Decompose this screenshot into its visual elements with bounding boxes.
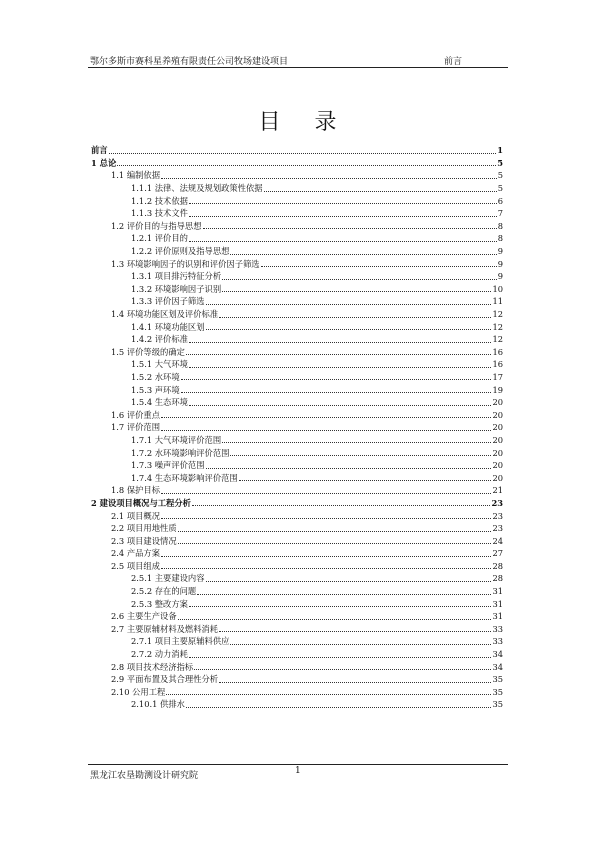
toc-entry-label: 1.7.1 大气环境评价范围 bbox=[131, 434, 222, 445]
toc-dot-leader bbox=[192, 505, 491, 506]
toc-dot-leader bbox=[206, 304, 492, 305]
toc-entry-page: 33 bbox=[492, 623, 503, 634]
toc-entry[interactable] bbox=[91, 597, 503, 610]
toc-entry-label: 1.7 评价范围 bbox=[111, 422, 161, 433]
toc-entry-page: 6 bbox=[497, 195, 503, 206]
toc-dot-leader bbox=[178, 543, 492, 544]
toc-entry-page: 35 bbox=[492, 674, 503, 685]
toc-entry[interactable] bbox=[91, 459, 503, 472]
toc-entry-page: 21 bbox=[492, 485, 503, 496]
header-section-name: 前言 bbox=[444, 57, 463, 67]
toc-dot-leader bbox=[189, 342, 492, 343]
header-project-name: 鄂尔多斯市赛科星养殖有限责任公司牧场建设项目 bbox=[90, 57, 289, 67]
toc-entry-label: 1.1.2 技术依据 bbox=[131, 195, 188, 206]
toc-dot-leader bbox=[206, 468, 492, 469]
toc-entry[interactable] bbox=[91, 446, 503, 459]
toc-entry-page: 33 bbox=[492, 636, 503, 647]
toc-entry[interactable] bbox=[91, 471, 503, 484]
toc-entry[interactable] bbox=[91, 257, 503, 270]
toc-entry-page: 9 bbox=[497, 246, 503, 257]
toc-dot-leader bbox=[206, 329, 492, 330]
toc-entry-page: 20 bbox=[492, 434, 503, 445]
toc-dot-leader bbox=[197, 594, 491, 595]
toc-entry[interactable] bbox=[91, 560, 503, 573]
toc-entry[interactable] bbox=[91, 396, 503, 409]
toc-entry-label: 2.4 产品方案 bbox=[111, 548, 161, 559]
toc-title: 目录 bbox=[258, 110, 371, 135]
toc-entry[interactable] bbox=[91, 534, 503, 547]
toc-entry-page: 12 bbox=[492, 334, 503, 345]
toc-entry-page: 24 bbox=[492, 535, 503, 546]
toc-dot-leader bbox=[219, 317, 491, 318]
toc-entry-label: 2 建设项目概况与工程分析 bbox=[91, 497, 191, 508]
toc-entry[interactable] bbox=[91, 283, 503, 296]
toc-entry-label: 1.2.2 评价原则及指导思想 bbox=[131, 246, 230, 257]
toc-entry-page: 7 bbox=[497, 208, 503, 219]
toc-dot-leader bbox=[161, 493, 491, 494]
toc-entry-page: 35 bbox=[492, 686, 503, 697]
toc-entry-page: 28 bbox=[492, 560, 503, 571]
toc-entry[interactable] bbox=[91, 572, 503, 585]
toc-entry-label: 2.7.2 动力消耗 bbox=[131, 649, 188, 660]
toc-entry[interactable] bbox=[91, 421, 503, 434]
toc-entry-label: 1.6 评价重点 bbox=[111, 409, 161, 420]
toc-entry-label: 2.1 项目概况 bbox=[111, 510, 161, 521]
toc-dot-leader bbox=[161, 556, 491, 557]
toc-entry-page: 5 bbox=[497, 157, 503, 168]
toc-dot-leader bbox=[189, 241, 497, 242]
toc-entry-page: 5 bbox=[497, 183, 503, 194]
toc-entry[interactable] bbox=[91, 144, 503, 157]
page-number: 1 bbox=[295, 766, 301, 776]
footer-divider bbox=[88, 764, 508, 765]
toc-entry[interactable] bbox=[91, 169, 503, 182]
toc-dot-leader bbox=[161, 430, 491, 431]
toc-entry-page: 31 bbox=[492, 586, 503, 597]
toc-dot-leader bbox=[230, 644, 491, 645]
toc-entry-page: 20 bbox=[492, 409, 503, 420]
toc-entry[interactable] bbox=[91, 660, 503, 673]
toc-entry[interactable] bbox=[91, 232, 503, 245]
toc-entry-page: 17 bbox=[492, 371, 503, 382]
toc-entry[interactable] bbox=[91, 585, 503, 598]
toc-entry-page: 23 bbox=[491, 497, 503, 508]
toc-entry[interactable] bbox=[91, 497, 503, 510]
footer-organization: 黑龙江农垦勘测设计研究院 bbox=[90, 771, 199, 781]
toc-entry-label: 2.9 平面布置及其合理性分析 bbox=[111, 674, 219, 685]
toc-entry[interactable] bbox=[91, 346, 503, 359]
toc-entry[interactable] bbox=[91, 320, 503, 333]
toc-entry-page: 35 bbox=[492, 699, 503, 710]
toc-entry-label: 2.7 主要原辅材料及燃料消耗 bbox=[111, 623, 219, 634]
toc-entry-label: 1.1 编制依据 bbox=[111, 170, 161, 181]
toc-dot-leader bbox=[230, 455, 491, 456]
toc-entry-page: 9 bbox=[497, 258, 503, 269]
toc-dot-leader bbox=[239, 480, 492, 481]
toc-entry-label: 1.5 评价等级的确定 bbox=[111, 346, 185, 357]
toc-entry[interactable] bbox=[91, 623, 503, 636]
toc-entry-page: 20 bbox=[492, 397, 503, 408]
toc-entry-label: 1.1.3 技术文件 bbox=[131, 208, 188, 219]
toc-dot-leader bbox=[181, 392, 492, 393]
toc-entry[interactable] bbox=[91, 408, 503, 421]
toc-entry-page: 12 bbox=[492, 321, 503, 332]
toc-entry-label: 2.7.1 项目主要原辅料供应 bbox=[131, 636, 230, 647]
toc-dot-leader bbox=[261, 266, 497, 267]
toc-entry[interactable] bbox=[91, 383, 503, 396]
toc-entry-label: 1.4.2 评价标准 bbox=[131, 334, 188, 345]
toc-dot-leader bbox=[222, 291, 491, 292]
toc-entry-label: 1.5.3 声环境 bbox=[131, 384, 180, 395]
toc-dot-leader bbox=[117, 165, 496, 166]
toc-dot-leader bbox=[203, 228, 497, 229]
toc-entry[interactable] bbox=[91, 182, 503, 195]
toc-entry-label: 1.3.3 评价因子筛选 bbox=[131, 296, 205, 307]
toc-entry-page: 34 bbox=[492, 661, 503, 672]
toc-entry[interactable] bbox=[91, 371, 503, 384]
toc-entry-label: 2.6 主要生产设备 bbox=[111, 611, 177, 622]
toc-entry[interactable] bbox=[91, 434, 503, 447]
toc-entry[interactable] bbox=[91, 484, 503, 497]
toc-entry-page: 16 bbox=[492, 359, 503, 370]
toc-entry-page: 31 bbox=[492, 598, 503, 609]
toc-entry[interactable] bbox=[91, 610, 503, 623]
toc-dot-leader bbox=[194, 669, 491, 670]
toc-entry-page: 31 bbox=[492, 611, 503, 622]
toc-entry[interactable] bbox=[91, 673, 503, 686]
toc-entry-label: 2.3 项目建设情况 bbox=[111, 535, 177, 546]
toc-entry-page: 10 bbox=[492, 283, 503, 294]
toc-entry-page: 12 bbox=[492, 309, 503, 320]
toc-dot-leader bbox=[206, 581, 492, 582]
toc-entry[interactable] bbox=[91, 635, 503, 648]
toc-dot-leader bbox=[178, 619, 492, 620]
toc-dot-leader bbox=[222, 279, 497, 280]
toc-entry-page: 8 bbox=[497, 220, 503, 231]
toc-entry[interactable] bbox=[91, 509, 503, 522]
header-divider bbox=[88, 67, 508, 68]
toc-entry-page: 1 bbox=[497, 145, 503, 156]
toc-entry[interactable] bbox=[91, 220, 503, 233]
toc-entry[interactable] bbox=[91, 194, 503, 207]
toc-entry-page: 34 bbox=[492, 649, 503, 660]
toc-entry[interactable] bbox=[91, 547, 503, 560]
toc-entry-label: 1.5.1 大气环境 bbox=[131, 359, 188, 370]
toc-dot-leader bbox=[186, 354, 492, 355]
toc-entry-label: 2.5.2 存在的问题 bbox=[131, 586, 197, 597]
toc-entry[interactable] bbox=[91, 522, 503, 535]
toc-entry[interactable] bbox=[91, 686, 503, 699]
toc-dot-leader bbox=[222, 442, 491, 443]
toc-entry-label: 2.10 公用工程 bbox=[111, 686, 166, 697]
toc-entry-page: 16 bbox=[492, 346, 503, 357]
toc-entry-page: 19 bbox=[492, 384, 503, 395]
toc-entry[interactable] bbox=[91, 295, 503, 308]
toc-dot-leader bbox=[181, 379, 492, 380]
toc-entry-label: 1.3.1 项目排污特征分析 bbox=[131, 271, 222, 282]
toc-entry[interactable] bbox=[91, 270, 503, 283]
toc-dot-leader bbox=[264, 191, 497, 192]
toc-dot-leader bbox=[219, 631, 491, 632]
toc-entry-label: 2.5 项目组成 bbox=[111, 560, 161, 571]
toc-dot-leader bbox=[189, 405, 492, 406]
toc-entry-label: 2.8 项目技术经济指标 bbox=[111, 661, 194, 672]
toc-dot-leader bbox=[219, 682, 491, 683]
toc-entry[interactable] bbox=[91, 698, 503, 711]
toc-entry-page: 20 bbox=[492, 447, 503, 458]
toc-dot-leader bbox=[189, 657, 492, 658]
toc-entry-label: 1.2 评价目的与指导思想 bbox=[111, 220, 202, 231]
toc-entry-label: 1.4 环境功能区划及评价标准 bbox=[111, 309, 219, 320]
toc-entry-label: 1.7.4 生态环境影响评价范围 bbox=[131, 472, 238, 483]
toc-dot-leader bbox=[189, 216, 497, 217]
toc-entry-page: 20 bbox=[492, 422, 503, 433]
toc-entry[interactable] bbox=[91, 308, 503, 321]
toc-entry-page: 27 bbox=[492, 548, 503, 559]
toc-entry-page: 9 bbox=[497, 271, 503, 282]
toc-entry-label: 2.10.1 供排水 bbox=[131, 699, 185, 710]
toc-entry[interactable] bbox=[91, 207, 503, 220]
page-header bbox=[88, 51, 508, 65]
toc-dot-leader bbox=[161, 518, 491, 519]
toc-entry-page: 23 bbox=[492, 510, 503, 521]
toc-dot-leader bbox=[189, 367, 492, 368]
toc-dot-leader bbox=[161, 568, 491, 569]
toc-entry-label: 2.5.3 整改方案 bbox=[131, 598, 188, 609]
toc-entry-label: 1.4.1 环境功能区划 bbox=[131, 321, 205, 332]
toc-entry-page: 23 bbox=[492, 523, 503, 534]
toc-dot-leader bbox=[178, 531, 492, 532]
toc-dot-leader bbox=[189, 606, 492, 607]
toc-dot-leader bbox=[166, 694, 491, 695]
toc-entry-label: 1.8 保护目标 bbox=[111, 485, 161, 496]
toc-entry-label: 1.1.1 法律、法规及规划政策性依据 bbox=[131, 183, 263, 194]
toc-entry-label: 2.5.1 主要建设内容 bbox=[131, 573, 205, 584]
toc-entry-page: 28 bbox=[492, 573, 503, 584]
toc-entry-page: 11 bbox=[492, 296, 503, 307]
toc-dot-leader bbox=[161, 417, 491, 418]
toc-entry-label: 1.3.2 环境影响因子识别 bbox=[131, 283, 222, 294]
toc-entry-label: 1.7.3 噪声评价范围 bbox=[131, 460, 205, 471]
toc-dot-leader bbox=[186, 707, 492, 708]
toc-entry[interactable] bbox=[91, 358, 503, 371]
toc-entry-label: 1.3 环境影响因子的识别和评价因子筛选 bbox=[111, 258, 260, 269]
toc-entry[interactable] bbox=[91, 245, 503, 258]
toc-entry[interactable] bbox=[91, 333, 503, 346]
toc-entry-label: 前言 bbox=[91, 145, 108, 156]
toc-dot-leader bbox=[161, 178, 497, 179]
table-of-contents bbox=[91, 144, 503, 711]
toc-dot-leader bbox=[189, 203, 497, 204]
toc-entry-label: 2.2 项目用地性质 bbox=[111, 523, 177, 534]
toc-entry[interactable] bbox=[91, 648, 503, 661]
toc-entry-page: 20 bbox=[492, 460, 503, 471]
toc-entry-page: 20 bbox=[492, 472, 503, 483]
toc-entry-page: 5 bbox=[497, 170, 503, 181]
toc-entry-page: 8 bbox=[497, 233, 503, 244]
toc-entry-label: 1.5.4 生态环境 bbox=[131, 397, 188, 408]
toc-dot-leader bbox=[230, 254, 496, 255]
toc-entry-label: 1.7.2 水环境影响评价范围 bbox=[131, 447, 230, 458]
toc-entry-label: 1 总论 bbox=[91, 157, 117, 168]
toc-entry-label: 1.5.2 水环境 bbox=[131, 371, 180, 382]
toc-entry-label: 1.2.1 评价目的 bbox=[131, 233, 188, 244]
toc-dot-leader bbox=[109, 153, 497, 154]
toc-entry[interactable] bbox=[91, 157, 503, 170]
